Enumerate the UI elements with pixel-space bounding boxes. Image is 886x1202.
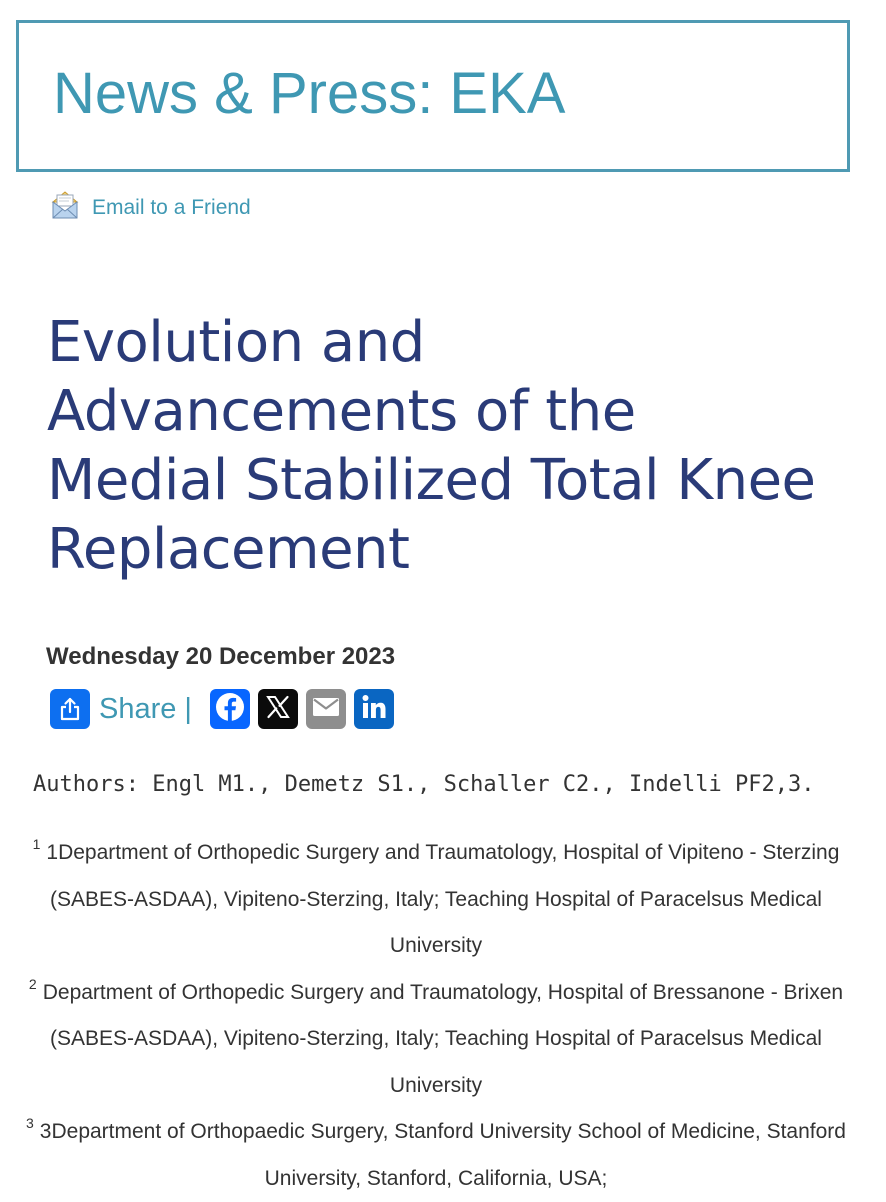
page-header-title: News & Press: EKA [53, 61, 566, 126]
affiliation-text: 1Department of Orthopedic Surgery and Traumatology, Hospital of Vipiteno - Sterzing (SABES-ASDAA), Vipiteno-Sterzing, Italy; Teaching Hospital of Paracelsus Medical University [46, 841, 840, 957]
x-share-button[interactable] [258, 689, 298, 729]
affiliation-text: Department of Orthopedic Surgery and Traumatology, Hospital of Bressanone - Brixen (SABES-ASDAA), Vipiteno-Sterzing, Italy; Teaching Hospital of Paracelsus Medical University [42, 980, 844, 1097]
share-icon [50, 689, 90, 729]
affiliation-mark: 2 [28, 975, 37, 992]
email-to-friend-link[interactable] [50, 188, 251, 220]
facebook-share-button[interactable] [210, 689, 250, 729]
share-label: Share [99, 692, 177, 725]
article-date: Wednesday 20 December 2023 [46, 643, 396, 670]
share-separator: | [184, 692, 192, 725]
envelope-icon [50, 188, 80, 220]
page-header-box [16, 20, 850, 172]
affiliation-mark: 1 [32, 836, 41, 852]
affiliation-text: 3Department of Orthopaedic Surgery, Stanford University School of Medicine, Stanford University, Stanford, California, USA; [39, 1120, 846, 1190]
share-bar [50, 689, 402, 729]
x-icon [264, 693, 292, 726]
affiliation-mark: 3 [26, 1115, 34, 1131]
affiliations [20, 830, 852, 1202]
linkedin-icon [360, 693, 388, 726]
email-share-button[interactable] [306, 689, 346, 729]
share-button[interactable] [50, 689, 176, 729]
affiliation-item [20, 830, 852, 970]
email-icon [311, 695, 341, 724]
linkedin-share-button[interactable] [354, 689, 394, 729]
article-authors: Authors: Engl M1., Demetz S1., Schaller C2., Indelli PF2,3. [33, 772, 815, 797]
article-title: Evolution and Advancements of the Medial Stabilized Total Knee Replacement [47, 310, 816, 582]
affiliation-item [20, 970, 852, 1110]
email-to-friend-label: Email to a Friend [92, 196, 251, 219]
facebook-icon [213, 690, 247, 729]
affiliation-item [20, 1109, 852, 1202]
